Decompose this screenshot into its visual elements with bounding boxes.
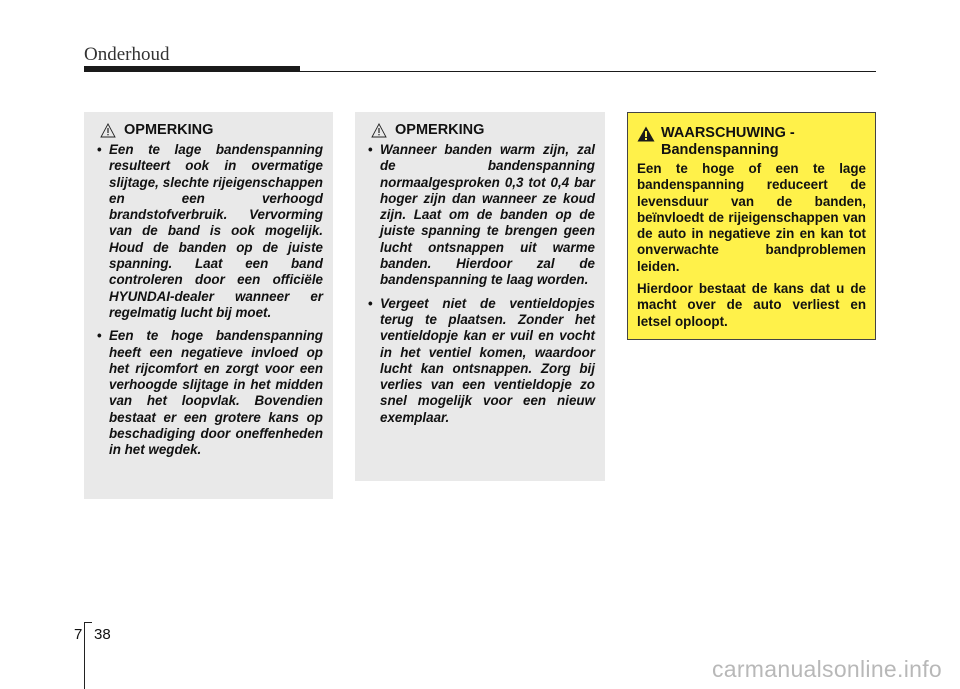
note-heading-text: OPMERKING (124, 122, 214, 138)
footer-tick (84, 622, 92, 623)
warning-heading-line1: WAARSCHUWING - (661, 125, 795, 141)
list-item-text: Een te hoge bandenspanning heeft een negatieve invloed op het rijcomfort en zorgt voor een verhoogde slijtage in het midden van het loopvlak. Bovendien bestaat er een grotere kans op beschadiging door oneffenheden in het wegdek. (109, 328, 323, 458)
note-list (92, 142, 323, 459)
warning-paragraph: Een te hoge of een te lage bandenspanning reduceert de levensduur van de banden, beïnvloedt de rijeigenschappen van de auto in negatieve zin en kan tot onverwachte bandproblemen leiden. (637, 161, 866, 274)
warning-box (627, 112, 876, 340)
note-list (363, 142, 595, 426)
warning-triangle-icon (637, 126, 655, 142)
warning-heading-line2: Bandenspanning (661, 142, 779, 158)
header-rule (300, 71, 876, 72)
note-box-2 (355, 112, 605, 481)
note-heading (100, 122, 323, 138)
chapter-number: 7 (74, 626, 83, 643)
warning-paragraph: Hierdoor bestaat de kans dat u de macht over de auto verliest en letsel oploopt. (637, 281, 866, 329)
list-item: • Wanneer banden warm zijn, zal de bandenspanning normaalgesproken 0,3 tot 0,4 bar hoger zijn dan wanneer ze koud zijn. Laat om de banden op de juiste spanning te brengen geen lucht ontsnappen uit warme banden. Hierdoor zal de bandenspanning te laag worden. (368, 142, 595, 288)
caution-outline-icon (371, 123, 387, 138)
warning-heading-text (661, 125, 795, 159)
footer-divider (84, 622, 85, 689)
warning-heading (637, 125, 866, 159)
page-number: 38 (94, 626, 111, 643)
note-heading-text: OPMERKING (395, 122, 485, 138)
watermark: carmanualsonline.info (711, 656, 942, 682)
note-box-1 (84, 112, 333, 499)
note-heading (371, 122, 595, 138)
list-item: • Vergeet niet de ventieldopjes terug te plaatsen. Zonder het ventieldopje kan er vuil en vocht in het ventiel komen, waardoor lucht kan ontsnappen. Zorg bij verlies van een ventieldopje zo snel mogelijk voor een nieuw exemplaar. (368, 295, 595, 425)
caution-outline-icon (100, 123, 116, 138)
list-item-text: Een te lage bandenspanning resulteert ook in overmatige slijtage, slechte rijeigenschappen en een verhoogd brandstofverbruik. Vervorming van de band is ook mogelijk. Houd de banden op de juiste spanning. Laat een band controleren door een officiële HYUNDAI-dealer wanneer er regelmatig lucht bij moet. (109, 142, 323, 320)
list-item: • Een te lage bandenspanning resulteert ook in overmatige slijtage, slechte rijeigenschappen en een verhoogd brandstofverbruik. Vervorming van de band is ook mogelijk. Houd de banden op de juiste spanning. Laat een band controleren door een officiële HYUNDAI-dealer wanneer er regelmatig lucht bij moet. (97, 142, 323, 320)
list-item-text: Vergeet niet de ventieldopjes terug te plaatsen. Zonder het ventieldopje kan er vuil en vocht in het ventiel komen, waardoor lucht kan ontsnappen. Zorg bij verlies van een ventieldopje zo snel mogelijk voor een nieuw exemplaar. (380, 295, 595, 425)
list-item-text: Wanneer banden warm zijn, zal de bandenspanning normaalgesproken 0,3 tot 0,4 bar hoger zijn dan wanneer ze koud zijn. Laat om de banden op de juiste spanning te brengen geen lucht ontsnappen uit warme banden. Hierdoor zal de bandenspanning te laag worden. (380, 142, 595, 288)
page-header-title: Onderhoud (84, 44, 170, 65)
list-item: • Een te hoge bandenspanning heeft een negatieve invloed op het rijcomfort en zorgt voor een verhoogde slijtage in het midden van het loopvlak. Bovendien bestaat er een grotere kans op beschadiging door oneffenheden in het wegdek. (97, 328, 323, 458)
header-bar (84, 66, 300, 72)
